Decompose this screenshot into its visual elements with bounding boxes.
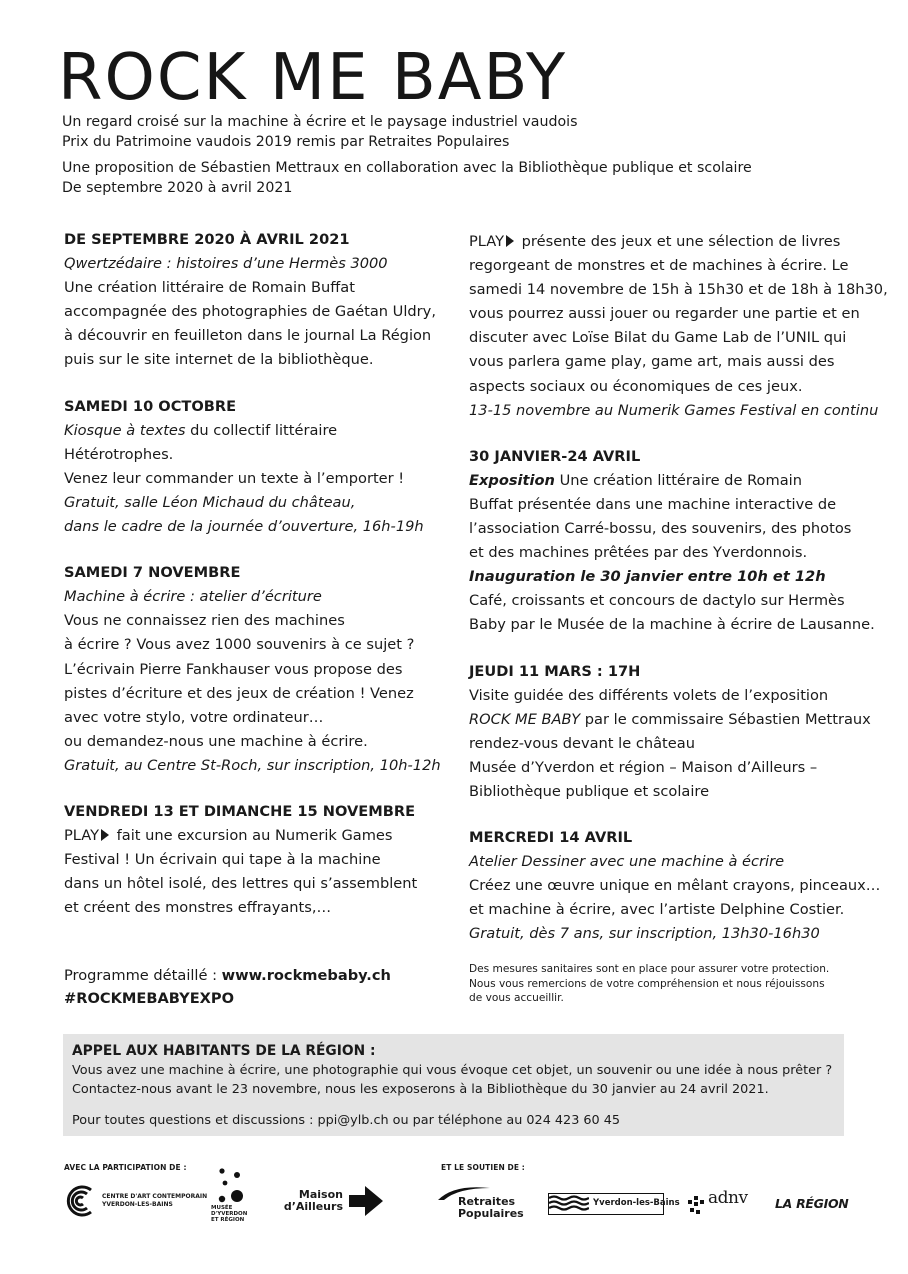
event-line-rest: par le commissaire Sébastien Mettraux (580, 710, 871, 728)
event-line: samedi 14 novembre de 15h à 15h30 et de 18h à 18h30, (469, 281, 888, 299)
event-line: Hétérotrophes. (64, 445, 174, 463)
event-line: vous pourrez aussi jouer ou regarder une partie et en (469, 305, 860, 323)
event-line: Une création littéraire de Romain Buffat (64, 279, 355, 297)
hashtag: #ROCKMEBABYEXPO (64, 990, 235, 1007)
event-spacer (64, 539, 456, 561)
event-line: Machine à écrire : atelier d’écriture (64, 588, 322, 606)
event-line: Festival ! Un écrivain qui tape à la machine (64, 851, 381, 869)
event-line (469, 469, 861, 493)
retraites-text-1: Retraites (458, 1195, 516, 1208)
event-spacer (64, 373, 456, 395)
arrow-right-icon (349, 1186, 383, 1216)
event-block (469, 445, 875, 638)
event-line (469, 708, 871, 732)
event-line: aspects sociaux ou économiques de ces jeux. (469, 377, 803, 395)
event-line: Visite guidée des différents volets de l’exposition (469, 686, 829, 704)
event-line: rendez-vous devant le château (469, 734, 695, 752)
sanitary-line: Nous vous remercions de votre compréhension et nous réjouissons (469, 977, 825, 990)
retraites-text-2: Populaires (458, 1206, 524, 1220)
cacy-logo (64, 1184, 208, 1218)
sanitary-line: de vous accueillir. (469, 992, 564, 1004)
adnv-text: adnv (708, 1188, 748, 1208)
event-block (64, 228, 456, 373)
event-block (64, 395, 456, 540)
event-line: puis sur le site internet de la bibliothèque. (64, 351, 374, 369)
intro-line: Prix du Patrimoine vaudois 2019 remis par Retraites Populaires (62, 134, 510, 150)
event-line: et machine à écrire, avec l’artiste Delphine Costier. (469, 901, 845, 919)
event-line: et des machines prêtées par des Yverdonnois. (469, 544, 808, 562)
event-line: ou demandez-nous une machine à écrire. (64, 732, 368, 750)
adnv-squares-icon (688, 1196, 706, 1218)
retraites-populaires-logo (436, 1182, 526, 1220)
event-heading: DE SEPTEMBRE 2020 À AVRIL 2021 (64, 231, 350, 248)
event-line (469, 230, 861, 254)
waves-icon (549, 1194, 589, 1214)
event-line: accompagnée des photographies de Gaétan Uldry, (64, 303, 436, 321)
event-line: dans un hôtel isolé, des lettres qui s’assemblent (64, 875, 418, 893)
sanitary-notice (469, 962, 849, 1006)
musee-text-1: MUSÉE (211, 1205, 233, 1211)
event-spacer (469, 423, 861, 445)
event-heading: VENDREDI 13 ET DIMANCHE 15 NOVEMBRE (64, 802, 416, 820)
event-line-emphasis: ROCK ME BABY (469, 710, 581, 728)
event-line (64, 419, 456, 443)
event-line: Buffat présentée dans une machine interactive de (469, 495, 837, 513)
event-heading: JEUDI 11 MARS : 17H (469, 662, 641, 680)
event-heading: SAMEDI 10 OCTOBRE (64, 397, 237, 415)
event-line: Vous ne connaissez rien des machines (64, 612, 345, 630)
musee-yverdon-logo (208, 1168, 250, 1228)
musee-text-2: D'YVERDON (211, 1211, 248, 1217)
cacy-text-2: YVERDON-LES-BAINS (102, 1201, 173, 1208)
sanitary-line: Des mesures sanitaires sont en place pour assurer votre protection. (469, 963, 830, 975)
event-line: avec votre stylo, votre ordinateur… (64, 708, 324, 726)
event-heading: 30 JANVIER-24 AVRIL (469, 447, 641, 465)
intro-line: Un regard croisé sur la machine à écrire et le paysage industriel vaudois (62, 114, 578, 130)
programme-link[interactable]: www.rockmebaby.ch (221, 967, 391, 984)
play-label: PLAY (469, 233, 505, 250)
event-line: pistes d’écriture et des jeux de création ! Venez (64, 684, 414, 702)
event-spacer (64, 778, 456, 800)
event-line-rest: du collectif littéraire (185, 421, 338, 439)
programme-info (64, 964, 391, 1010)
event-line: Bibliothèque publique et scolaire (469, 782, 710, 800)
event-line-rest: Une création littéraire de Romain (554, 471, 802, 489)
maison-text-1: Maison (298, 1188, 343, 1201)
event-line-rest: présente des jeux et une sélection de livres (517, 233, 841, 250)
event-line: dans le cadre de la journée d’ouverture, 16h-19h (64, 518, 424, 536)
intro-block-2 (62, 158, 862, 198)
left-column (64, 228, 456, 920)
maison-ailleurs-logo (285, 1186, 385, 1218)
intro-block (62, 112, 862, 152)
event-spacer (469, 804, 861, 826)
event-line: et créent des monstres effrayants,… (64, 899, 332, 917)
play-label: PLAY (64, 827, 100, 845)
soutien-label: ET LE SOUTIEN DE : (441, 1163, 525, 1172)
event-line: à écrire ? Vous avez 1000 souvenirs à ce sujet ? (64, 636, 415, 654)
poster-title: ROCK ME BABY (58, 41, 568, 115)
appel-box (63, 1034, 844, 1136)
intro-line: Une proposition de Sébastien Mettraux en collaboration avec la Bibliothèque publique et scolaire (62, 160, 752, 176)
programme-label: Programme détaillé : (64, 967, 222, 984)
play-triangle-icon (101, 829, 109, 841)
event-line: à découvrir en feuilleton dans le journal La Région (64, 327, 432, 345)
event-block (469, 826, 881, 946)
event-line: Gratuit, salle Léon Michaud du château, (64, 493, 356, 511)
event-line: vous parlera game play, game art, mais aussi des (469, 353, 835, 371)
yverdon-text: Yverdon-les-Bains (593, 1198, 680, 1208)
play-triangle-icon (506, 235, 514, 247)
right-column (469, 230, 888, 947)
musee-text-3: ET RÉGION (211, 1217, 245, 1223)
event-line: discuter avec Loïse Bilat du Game Lab de l’UNIL qui (469, 329, 847, 347)
maison-text-2: d’Ailleurs (283, 1200, 343, 1213)
participation-label: AVEC LA PARTICIPATION DE : (64, 1163, 187, 1172)
event-line-rest: fait une excursion au Numerik Games (112, 827, 393, 845)
event-spacer (469, 638, 861, 660)
event-line: Qwertzédaire : histoires d’une Hermès 3000 (64, 255, 388, 273)
appel-line: Vous avez une machine à écrire, une photographie qui vous évoque cet objet, un souvenir ou une idée à nous prêter ? (72, 1063, 833, 1078)
musee-dots-icon (208, 1168, 250, 1204)
appel-title: APPEL AUX HABITANTS DE LA RÉGION : (72, 1043, 376, 1059)
event-line: Créez une œuvre unique en mêlant crayons, pinceaux… (469, 877, 881, 895)
adnv-logo (688, 1188, 758, 1220)
event-line: Musée d’Yverdon et région – Maison d’Ailleurs – (469, 758, 818, 776)
appel-line: Contactez-nous avant le 23 novembre, nous les exposerons à la Bibliothèque du 30 janvier au 24 avril 2021. (72, 1082, 769, 1097)
event-heading: SAMEDI 7 NOVEMBRE (64, 564, 241, 582)
event-block (64, 800, 456, 920)
yverdon-les-bains-logo (548, 1193, 680, 1215)
intro-line: De septembre 2020 à avril 2021 (62, 180, 293, 196)
event-line-emphasis: Kiosque à textes (64, 421, 186, 439)
cacy-text-1: CENTRE D'ART CONTEMPORAIN (102, 1193, 208, 1200)
event-line: 13-15 novembre au Numerik Games Festival en continu (469, 401, 879, 419)
cacy-c-icon (64, 1184, 98, 1218)
event-line: Gratuit, au Centre St-Roch, sur inscription, 10h-12h (64, 756, 441, 774)
event-block (64, 561, 456, 778)
event-line: L’écrivain Pierre Fankhauser vous propose des (64, 660, 403, 678)
event-line: Inauguration le 30 janvier entre 10h et 12h (469, 568, 826, 586)
event-line: Baby par le Musée de la machine à écrire de Lausanne. (469, 616, 875, 634)
event-block (469, 230, 888, 423)
event-line: Venez leur commander un texte à l’emporter ! (64, 469, 405, 487)
event-line-emphasis: Exposition (469, 471, 555, 489)
event-line: l’association Carré-bossu, des souvenirs, des photos (469, 520, 852, 538)
la-region-logo: LA RÉGION (775, 1196, 849, 1211)
event-line: Café, croissants et concours de dactylo sur Hermès (469, 592, 845, 610)
event-line: Atelier Dessiner avec une machine à écrire (469, 853, 785, 871)
event-line: Gratuit, dès 7 ans, sur inscription, 13h30-16h30 (469, 925, 820, 943)
event-line (64, 824, 456, 848)
event-block (469, 660, 871, 805)
appel-contact: Pour toutes questions et discussions : ppi@ylb.ch ou par téléphone au 024 423 60 45 (72, 1113, 621, 1128)
event-heading: MERCREDI 14 AVRIL (469, 829, 633, 847)
event-line: regorgeant de monstres et de machines à écrire. Le (469, 257, 849, 275)
